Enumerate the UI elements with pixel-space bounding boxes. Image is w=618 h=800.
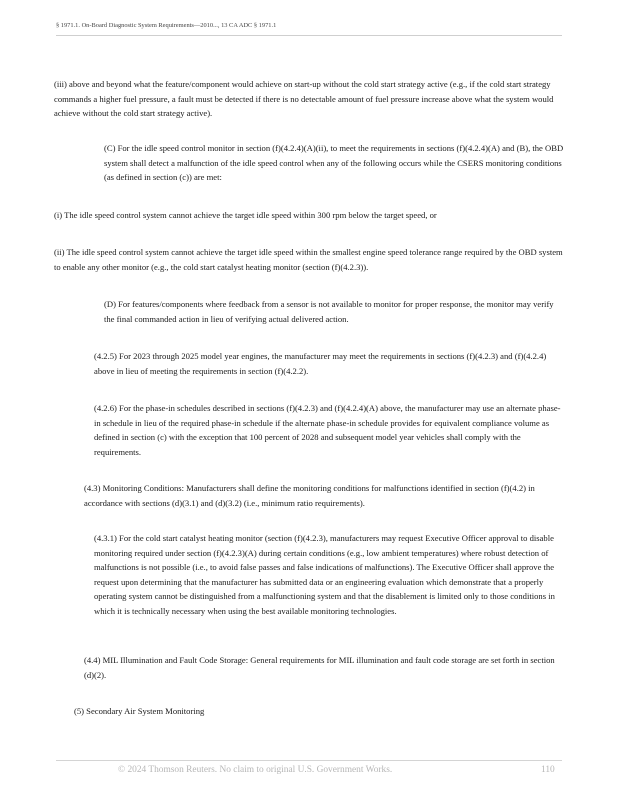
paragraph-4-3-1: (4.3.1) For the cold start catalyst heating monitor (section (f)(4.2.3), manufacturers may request Executive Officer approval to disable monitoring required under section (f)(4.2.3)(A) during certain conditions (e.g., low ambient temperatures) where robust detection of malfunctions is not possible (i.e., to avoid false passes and false indications of malfunctions). The Executive Officer shall approve the request upon determining that the manufacturer has submitted data or an engineering evaluation which demonstrate that a properly operating system cannot be distinguished from a malfunctioning system and that the disablement is limited only to those conditions in which it is technically necessary when using the best available monitoring technologies. (94, 533, 555, 616)
header-rule (56, 35, 562, 36)
paragraph-4-2-6: (4.2.6) For the phase-in schedules described in sections (f)(4.2.3) and (f)(4.2.4)(A) above, the manufacturer may use an alternate phase-in schedule in lieu of the required phase-in schedule if the alternate phase-in schedule provides for equivalent compliance volume as defined in section (c) with the exception that 100 percent of 2028 and subsequent model year vehicles shall comply with the requirements. (94, 403, 561, 457)
heading-secondary-air-system: (5) Secondary Air System Monitoring (74, 706, 205, 716)
paragraph-4-2-5: (4.2.5) For 2023 through 2025 model year engines, the manufacturer may meet the requirements in sections (f)(4.2.3) and (f)(4.2.4) above in lieu of meeting the requirements in section (f)(4.2.2). (94, 351, 547, 376)
running-head: § 1971.1. On-Board Diagnostic System Requirements—2010..., 13 CA ADC § 1971.1 (56, 22, 277, 29)
paragraph-ii-idle-speed: (ii) The idle speed control system cannot achieve the target idle speed within the smallest engine speed tolerance range required by the OBD system to enable any other monitor (e.g., the cold start catalyst heating monitor (section (f)(4.2.3)). (54, 247, 563, 272)
paragraph-4-4-mil-illumination: (4.4) MIL Illumination and Fault Code Storage: General requirements for MIL illumination and fault code storage are set forth in section (d)(2). (84, 655, 555, 680)
footer-copyright: © 2024 Thomson Reuters. No claim to original U.S. Government Works. (118, 765, 393, 775)
paragraph-i-idle-speed: (i) The idle speed control system cannot achieve the target idle speed within 300 rpm below the target speed, or (54, 210, 437, 220)
page-number: 110 (541, 765, 555, 775)
paragraph-c-idle-speed: (C) For the idle speed control monitor in section (f)(4.2.4)(A)(ii), to meet the requirements in sections (f)(4.2.4)(A) and (B), the OBD system shall detect a malfunction of the idle speed control when any of the following occurs while the CSERS monitoring conditions (as defined in section (c)) are met: (104, 143, 564, 183)
paragraph-iii-cold-start: (iii) above and beyond what the feature/component would achieve on start-up without the cold start strategy active (e.g., if the cold start strategy commands a higher fuel pressure, a fault must be detected if there is no detectable amount of fuel pressure increase above what the system would achieve without the cold start strategy active). (54, 79, 554, 119)
paragraph-4-3-monitoring-conditions: (4.3) Monitoring Conditions: Manufacturers shall define the monitoring conditions for malfunctions identified in section (f)(4.2) in accordance with sections (d)(3.1) and (d)(3.2) (i.e., minimum ratio requirements). (84, 483, 535, 508)
paragraph-d-feedback: (D) For features/components where feedback from a sensor is not available to monitor for proper response, the monitor may verify the final commanded action in lieu of verifying actual delivered action. (104, 299, 554, 324)
footer-rule (56, 760, 562, 761)
